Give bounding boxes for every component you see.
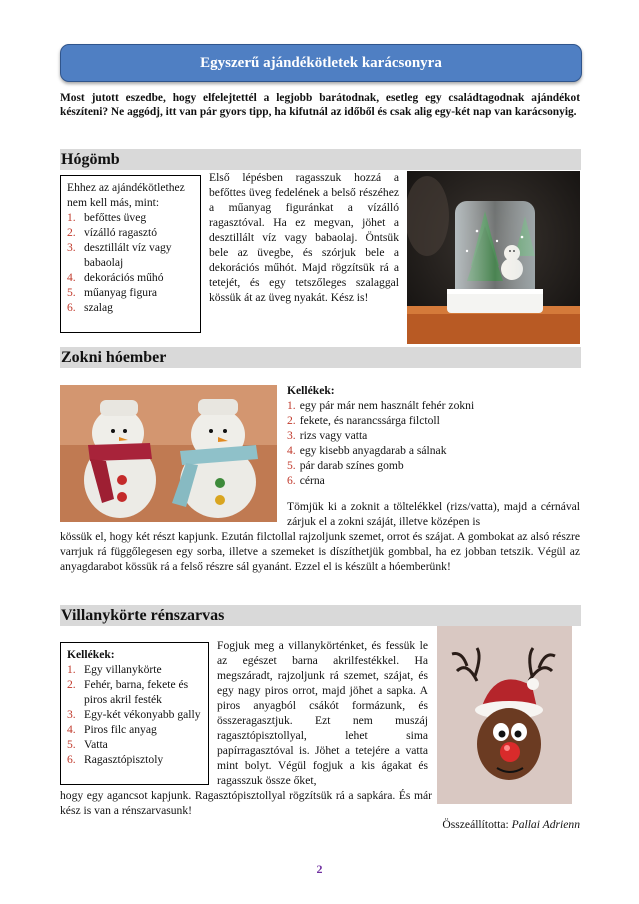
author-name: Pallai Adrienn (511, 818, 580, 831)
list-item: 1. egy pár már nem használt fehér zokni (287, 399, 475, 412)
list-item: 4. Piros filc anyag (67, 723, 157, 736)
supplies-list (67, 210, 194, 315)
list-item: 3. Egy-két vékonyabb gally (67, 708, 201, 721)
list-item: 2. vízálló ragasztó (67, 226, 158, 239)
list-item: 5. pár darab színes gomb (287, 459, 404, 472)
supplies-label: Kellékek: (67, 648, 115, 661)
villanykorte-instructions-part2: hogy egy agancsot kapjunk. Ragasztópisztollyal rögzítsük rá a sapkára. És már kész is van a rénszarvasunk! (60, 789, 432, 817)
supplies-box-hogomb (60, 175, 201, 333)
page-title: Egyszerű ajándékötletek karácsonyra (200, 55, 442, 71)
section-heading-zokni: Zokni hóember (60, 347, 581, 368)
section-heading-hogomb: Hógömb (60, 149, 581, 170)
section-heading-villanykorte: Villanykörte rénszarvas (60, 605, 581, 626)
hogomb-instructions: Első lépésben ragasszuk hozzá a befőttes üveg fedelének a belső részéhez a műanyag figuránkat a vízálló ragasztóval. Ha ez megvan, jöhet a desztillált víz vagy babaolaj. Öntsük bele az üvegbe, és szórjuk bele a dekorációs műhót. Majd rögzítsük rá a tetejét, és egy tetszőleges szalaggal kössük át az üveg nyakát. Kész is! (209, 171, 399, 304)
list-item: 3. desztillált víz vagy babaolaj (67, 241, 172, 269)
list-item: 4. egy kisebb anyagdarab a sálnak (287, 444, 447, 457)
list-item: 2. Fehér, barna, fekete és piros akril festék (67, 678, 189, 706)
page-title-banner (60, 44, 582, 82)
villanykorte-instructions-part1: Fogjuk meg a villanykörténket, és fessük le az egészet barna akrilfestékkel. Ha megszáradt, rajzoljunk rá szemet, szájat, és egy nagy piros orrot, majd jöhet a sapka. A piros anyagból csákót formázunk, és összeragasztjuk. Ezt nem muszáj ragasztópisztollyal, lehet sima papírragasztóval is. Jöhet a tetejére a vatta mint bolyt. Végül fogjuk a kis ágakat és ragasszuk össze őket, (217, 639, 428, 787)
list-item: 2. fekete, és narancssárga filctoll (287, 414, 440, 427)
list-item: 4. dekorációs műhó (67, 271, 164, 284)
list-item: 6. cérna (287, 474, 325, 487)
author-credit (442, 818, 580, 831)
list-item: 5. műanyag figura (67, 286, 158, 299)
sock-snowman-photo (60, 385, 277, 522)
list-item: 3. rizs vagy vatta (287, 429, 368, 442)
credit-label: Összeállította: (442, 818, 509, 831)
supplies-label: Kellékek: (287, 384, 335, 397)
page-number: 2 (316, 862, 323, 876)
zokni-instructions-part2: kössük el, hogy két részt kapjunk. Ezután filctollal rajzoljunk szemet, orrot és szájat. A gombokat az alsó részre varrjuk rá függőlegesen egy sorba, illetve a szemeket is díszíthetjük gombbal, ha ez jobban tetszik. Végül az anyagdarabot kössük rá a felső részre sál gyanánt. Ezzel el is készült a hóemberünk! (60, 530, 580, 573)
intro-paragraph: Most jutott eszedbe, hogy elfelejtettél a legjobb barátodnak, esetleg egy családtagodnak ajándékot készíteni? Ne aggódj, itt van pár gyors tipp, ha kifutnál az időből és csak alig egy-két nap van karácsonyig. (60, 92, 580, 118)
list-item: 1. Egy villanykörte (67, 663, 162, 676)
snow-globe-photo (407, 171, 580, 344)
list-item: 6. szalag (67, 301, 113, 314)
supplies-list (67, 662, 202, 767)
supplies-list-zokni (287, 383, 577, 488)
supplies-intro: Ehhez az ajándékötlethez nem kell más, mint: (67, 181, 185, 209)
lightbulb-reindeer-photo (437, 626, 572, 804)
zokni-instructions-part1: Tömjük ki a zoknit a töltelékkel (rizs/vatta), majd a cérnával zárjuk el a zokni száját, illetve középen is (287, 500, 580, 528)
list-item: 1. befőttes üveg (67, 211, 147, 224)
list-item: 5. Vatta (67, 738, 108, 751)
supplies-box-villanykorte (60, 642, 209, 785)
list-item: 6. Ragasztópisztoly (67, 753, 164, 766)
